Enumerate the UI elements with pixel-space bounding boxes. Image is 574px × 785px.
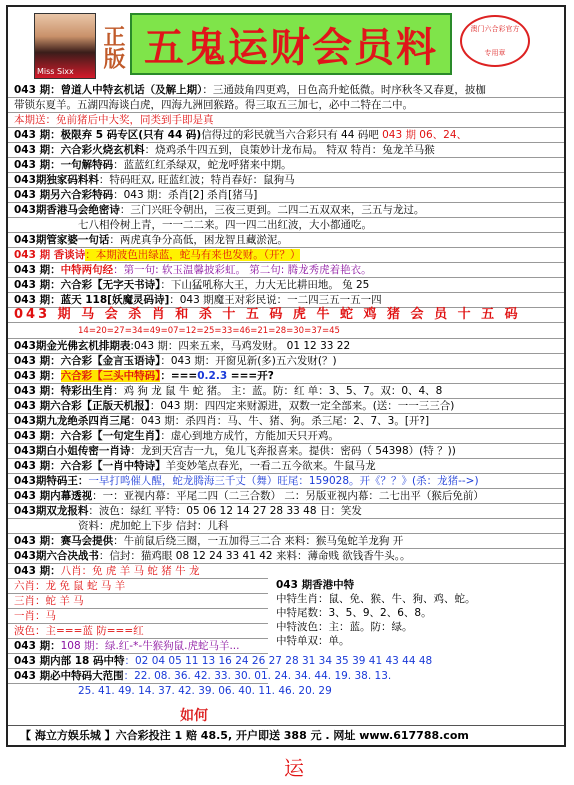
info-row: [8, 443, 564, 458]
info-row: [8, 578, 268, 593]
right-column: [270, 564, 560, 648]
row-text: ：043 期：开窗见新(多)五六发财(？): [160, 355, 337, 367]
info-row: [8, 398, 564, 413]
row-text: 043期管家婆一句话: [14, 234, 110, 246]
info-row: [8, 97, 564, 112]
row-text: ：三门兴旺令朝出，三夜三更到。二四二五双双来，三五与龙过。: [119, 204, 425, 216]
page-title: 五鬼运财会员料: [144, 24, 438, 71]
info-row: [8, 653, 433, 668]
info-row: [8, 292, 564, 307]
right-title: 043 期香港中特: [276, 579, 355, 591]
row-text: 043 期：: [14, 159, 61, 171]
row-text: 特彩出生肖: [60, 385, 114, 397]
row-text: 蓝天 118[妖魔灵码诗]: [60, 294, 170, 306]
row-text: 043期九龙绝杀四肖三尾: [14, 415, 131, 427]
info-row: [8, 488, 564, 503]
info-row: [8, 608, 268, 623]
row-text: 043期香港马会绝密诗: [14, 204, 120, 216]
two-column-block: [8, 563, 564, 697]
row-text: 043 期：: [14, 144, 61, 156]
seal-top-text: 澳门六合彩官方: [470, 25, 520, 33]
info-row: [8, 683, 332, 698]
info-row: [8, 307, 564, 322]
row-text: 043 期：: [14, 279, 61, 291]
info-row: [8, 473, 564, 488]
row-text: 043 期：: [14, 385, 61, 397]
row-text: ：龙到天宫吉一九，兔儿飞奔报喜来。提供：密码（ 54398）(特 ？)): [130, 445, 456, 457]
row-text: 七八相伶树上青，一一二二来。四一四二出红波，大小都通吃。: [78, 219, 372, 231]
row-text: 043 期：: [14, 460, 61, 472]
row-text: 043 期：: [14, 430, 61, 442]
row-text: 中特两句经: [60, 264, 114, 276]
row-text: ：22. 08. 36. 42. 33. 30. 01. 24. 34. 44. 19. 38. 13.: [123, 670, 392, 682]
row-text: 043 期：: [14, 294, 61, 306]
row-text: 六合彩【无字天书诗】: [60, 279, 161, 291]
info-row: [8, 353, 564, 368]
right-line: 中特波色：主：蓝。防：绿。: [276, 621, 413, 633]
row-text: ：蓝蓝红红杀绿双，蛇龙呼猪来中期。: [113, 159, 292, 171]
row-text: ：三通鼓角四更鸡，日色高升蛇低微。时序秋冬又春夏，披枷: [202, 84, 486, 96]
document-sheet: [6, 5, 566, 747]
row-text: 六合彩【金言玉语诗】: [60, 355, 161, 367]
row-text: 三肖：蛇 羊 马: [14, 595, 84, 607]
info-row: [8, 638, 268, 653]
row-text: 八肖：免 虎 羊 马 蛇 猪 牛 龙: [60, 565, 200, 577]
row-text: ：特码旺双, 旺蓝红波；特肖春好：鼠狗马: [98, 174, 295, 186]
info-row: [8, 383, 564, 398]
row-text: 羊变妙笔点春光，一看二五今欲来。牛鼠马龙: [165, 460, 376, 472]
footer-banner: 【 海立方娱乐城 】六合彩投注 1 赔 48.5, 开户即送 388 元 . 网址 www.617788.com: [8, 725, 564, 745]
info-row: [8, 668, 392, 683]
info-row: [8, 83, 564, 97]
row-text: 043 期：: [14, 535, 61, 547]
info-row: [8, 564, 268, 578]
row-text: 043 期必中特码大范围: [14, 670, 124, 682]
row-text: 带锁东夏羊。五湖四海谈白虎，四海九洲回猴路。得三取五三加七，必中二特在二中。: [14, 99, 413, 111]
row-text: ：: [77, 475, 89, 487]
row-text: ：043 期：四四定来财源进，双数一定全部来。(送：一一三三合): [149, 400, 455, 412]
row-text: 六合彩火烧玄机料: [60, 144, 145, 156]
row-text: 108 期：绿.红-*-牛猴狗鼠.虎蛇马羊...: [60, 640, 240, 652]
row-text: 043 期：: [14, 640, 61, 652]
row-text: ===开?: [227, 370, 274, 382]
info-row: [8, 503, 564, 518]
info-row: [8, 533, 564, 548]
row-text: 043期白小姐传密一肖诗: [14, 445, 131, 457]
info-row: [8, 428, 564, 443]
info-row: [8, 232, 564, 247]
rows-list: [8, 83, 564, 563]
row-text: 043 期六合彩【正版天机报】: [14, 400, 150, 412]
row-text: 043 期内部 18 码中特: [14, 655, 125, 667]
lower-red-mark: 运: [284, 756, 304, 780]
zhengban-mark: 正版: [100, 25, 126, 69]
seal-bottom-text: 专用章: [484, 49, 506, 57]
row-text: 六肖：龙 免 鼠 蛇 马 羊: [14, 580, 126, 592]
info-row: [8, 277, 564, 292]
official-seal: [460, 15, 530, 67]
row-text: ：043 期：杀肖[2] 杀肖[猪马]: [113, 189, 258, 201]
right-line: 中特单双：单。: [276, 635, 350, 647]
right-line: 中特尾数：3、5、9、2、6、8。: [276, 607, 432, 619]
row-text: 043期金光佛玄机排期表: [14, 340, 131, 352]
row-text: 赛马会提供: [60, 535, 114, 547]
row-text: 043期特码王: [14, 475, 78, 487]
row-text: ：两虎真争分高低，困龙智且藏淤泥。: [109, 234, 288, 246]
row-text: 极限弃 5 码专区(只有 44 码): [60, 129, 202, 141]
row-text: 043期六合决战书: [14, 550, 99, 562]
red-scribble: 如何: [180, 708, 208, 724]
row-text: 一句解特码: [60, 159, 114, 171]
row-text: 043 期：: [14, 565, 61, 577]
row-text: 043期双龙报料: [14, 505, 89, 517]
header: [8, 7, 564, 83]
row-text: ：本期波色出绿蓝，蛇马有来也发财。（开？）: [85, 249, 301, 261]
row-text: 043期独家码料料: [14, 174, 99, 186]
portrait-photo: [34, 13, 96, 79]
row-text: ：043 期：杀四肖：马、牛、猪、狗。杀三尾：2、7、3。[开?]: [130, 415, 430, 427]
info-row: [8, 142, 564, 157]
row-text: ：信封：猫鸡眼 08 12 24 33 41 42 来料：薄命贱 欲钱香牛头。。: [98, 550, 411, 562]
row-text: 曾道人中特玄机话（及解上期）: [60, 84, 203, 96]
info-row: [8, 262, 564, 277]
row-text: 043 期 香谈诗: [14, 249, 86, 261]
row-text: 信得过的彩民就当六合彩只有 44 码吧: [201, 129, 383, 141]
row-text: 六合彩【三头中特码】: [60, 370, 161, 382]
row-text: 六合彩【一肖中特诗】: [60, 460, 166, 472]
info-row: [8, 187, 564, 202]
row-text: 一早打鸣催人醒，蛇龙腾海三千丈（舞）旺尾：159028。开《？？》(杀：龙猪-->): [88, 475, 479, 487]
info-row: [8, 322, 564, 338]
info-row: [8, 127, 564, 142]
info-row: [8, 413, 564, 428]
info-row: [8, 548, 564, 563]
row-text: ：一：亚视内幕：平尾二四（二三合数） 二：另版亚视内幕：二七出平（猴后免前）: [92, 490, 484, 502]
row-text: ：波色：绿红 平特：05 06 12 14 27 28 33 48 日：笑发: [88, 505, 362, 517]
row-text: 043 期：: [14, 370, 61, 382]
info-row: [8, 518, 564, 533]
row-text: 043 期另六合彩特码: [14, 189, 114, 201]
row-text: ：下山猛吼称大王，力大无比耕田地。 兔 25: [160, 279, 370, 291]
row-text: 043 期 06、24、: [382, 129, 468, 141]
row-text: 043 期：: [14, 264, 61, 276]
row-text: ：虚心到地方成竹，方能加天只开鸡。: [160, 430, 339, 442]
row-text: 043 期 马 会 杀 肖 和 杀 十 五 码 虎 牛 蛇 鸡 猪 会 员 十 五 码: [14, 307, 521, 322]
info-row: [8, 368, 564, 383]
row-text: 六合彩【一句定生肖】: [60, 430, 161, 442]
row-text: ：02 04 05 11 13 16 24 26 27 28 31 34 35 39 41 43 44 48: [124, 655, 433, 667]
row-text: 043 期：: [14, 129, 61, 141]
row-text: 波色：主===蓝 防===红: [14, 625, 144, 637]
info-row: [8, 217, 564, 232]
row-text: 0.2.3: [197, 370, 228, 382]
row-text: 043 期：: [14, 84, 61, 96]
photo-caption: Miss Sixx: [37, 67, 74, 76]
info-row: [8, 247, 564, 262]
row-text: 25. 41. 49. 14. 37. 42. 39. 06. 40. 11. 46. 20. 29: [78, 685, 332, 697]
row-text: ：===: [160, 370, 198, 382]
row-text: ：鸡 狗 龙 鼠 牛 蛇 猪。 主：蓝。防：红 单：3、5、7。双：0、4、8: [113, 385, 443, 397]
info-row: [8, 623, 268, 638]
row-text: ：第一句: 软玉温馨披彩虹。 第二句: 腾龙秀虎着艳衣。: [113, 264, 372, 276]
info-row: [8, 458, 564, 473]
content: [8, 83, 564, 697]
row-text: ：043 期魔王对彩民说：一二四三五一五一四: [169, 294, 382, 306]
row-text: 本期送：免前猪后中大奖，同类到手即是真: [14, 114, 214, 126]
info-row: [8, 112, 564, 127]
row-text: 一肖：马: [14, 610, 56, 622]
row-text: ：牛前鼠后绕三圈，一五加得三二合 来料：猴马兔蛇羊龙狗 开: [113, 535, 404, 547]
info-row: [8, 202, 564, 217]
title-banner: [130, 13, 452, 75]
row-text: 043 期内幕透视: [14, 490, 93, 502]
row-text: :043 期：四来五来，马鸡发财。 01 12 33 22: [130, 340, 351, 352]
info-row: [8, 338, 564, 353]
info-row: [8, 593, 268, 608]
row-text: ：烧鸡杀牛四五到，良策妙计龙布局。 特双 特肖：兔龙羊马猴: [144, 144, 435, 156]
row-text: 14=20=27=34=49=07=12=25=33=46=21=28=30=37=45: [78, 326, 340, 336]
row-text: 资料：虎加蛇上下步 信封：儿科: [78, 520, 229, 532]
row-text: 043 期：: [14, 355, 61, 367]
info-row: [8, 157, 564, 172]
right-line: 中特生肖：鼠、免、猴、牛、狗、鸡、蛇。: [276, 593, 476, 605]
info-row: [8, 172, 564, 187]
